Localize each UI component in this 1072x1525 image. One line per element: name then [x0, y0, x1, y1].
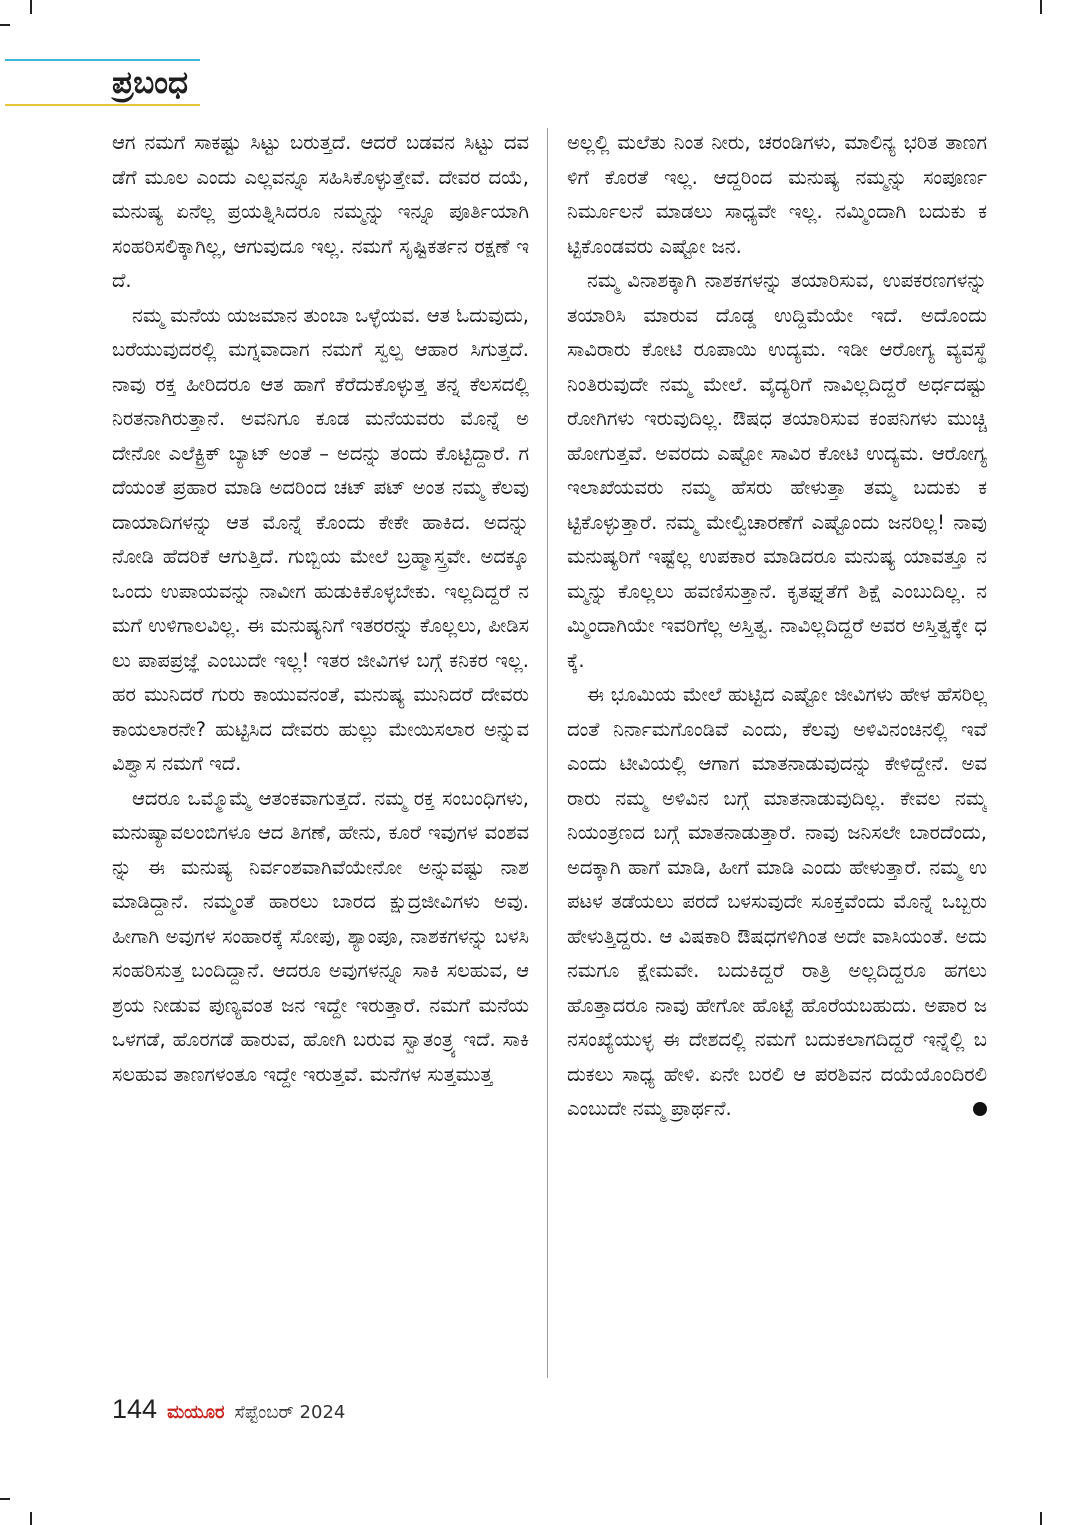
- crop-mark-top-right: [1040, 0, 1042, 14]
- crop-mark-bottom-right: [1040, 1512, 1042, 1525]
- section-label: ಪ್ರಬಂಧ: [112, 65, 188, 101]
- right-paragraph-3: [567, 678, 987, 1127]
- end-of-article-icon: [973, 1102, 987, 1116]
- right-paragraph-2: ನಮ್ಮ ವಿನಾಶಕ್ಕಾಗಿ ನಾಶಕಗಳನ್ನು ತಯಾರಿಸುವ, ಉಪಕರಣಗಳನ್ನು ತಯಾರಿಸಿ ಮಾರುವ ದೊಡ್ಡ ಉದ್ದಿಮೆಯೇ ಇದೆ. ಅದೊಂದು ಸಾವಿರಾರು ಕೋಟಿ ರೂಪಾಯಿ ಉದ್ಯಮ. ಇಡೀ ಆರೋಗ್ಯ ವ್ಯವಸ್ಥೆ ನಿಂತಿರುವುದೇ ನಮ್ಮ ಮೇಲೆ. ವೈದ್ಯರಿಗೆ ನಾವಿಲ್ಲದಿದ್ದರೆ ಅರ್ಧದಷ್ಟು ರೋಗಿಗಳು ಇರುವುದಿಲ್ಲ. ಔಷಧ ತಯಾರಿಸುವ ಕಂಪನಿಗಳು ಮುಚ್ಚಿ ಹೋಗುತ್ತವೆ. ಅವರದು ಎಷ್ಟೋ ಸಾವಿರ ಕೋಟಿ ಉದ್ಯಮ. ಆರೋಗ್ಯ ಇಲಾಖೆಯವರು ನಮ್ಮ ಹೆಸರು ಹೇಳುತ್ತಾ ತಮ್ಮ ಬದುಕು ಕಟ್ಟಿಕೊಳ್ಳುತ್ತಾರೆ. ನಮ್ಮ ಮೇಲ್ವಿಚಾರಣೆಗೆ ಎಷ್ಟೊಂದು ಜನರಿಲ್ಲ! ನಾವು ಮನುಷ್ಯರಿಗೆ ಇಷ್ಟೆಲ್ಲ ಉಪಕಾರ ಮಾಡಿದರೂ ಮನುಷ್ಯ ಯಾವತ್ತೂ ನಮ್ಮನ್ನು ಕೊಲ್ಲಲು ಹವಣಿಸುತ್ತಾನೆ. ಕೃತಘ್ನತೆಗೆ ಶಿಕ್ಷೆ ಎಂಬುದಿಲ್ಲ. ನಮ್ಮಿಂದಾಗಿಯೇ ಇವರಿಗೆಲ್ಲ ಅಸ್ತಿತ್ವ. ನಾವಿಲ್ಲದಿದ್ದರೆ ಅವರ ಅಸ್ತಿತ್ವಕ್ಕೇ ಧಕ್ಕೆ.: [567, 269, 987, 672]
- page-number: 144: [112, 1394, 158, 1424]
- column-divider: [547, 128, 548, 1378]
- left-paragraph-2: ನಮ್ಮ ಮನೆಯ ಯಜಮಾನ ತುಂಬಾ ಒಳ್ಳೆಯವ. ಆತ ಓದುವುದು, ಬರೆಯುವುದರಲ್ಲಿ ಮಗ್ನವಾದಾಗ ನಮಗೆ ಸ್ವಲ್ಪ ಆಹಾರ ಸಿಗುತ್ತದೆ. ನಾವು ರಕ್ತ ಹೀರಿದರೂ ಆತ ಹಾಗೆ ಕೆರೆದುಕೊಳ್ಳುತ್ತ ತನ್ನ ಕೆಲಸದಲ್ಲಿ ನಿರತನಾಗಿರುತ್ತಾನೆ. ಅವನಿಗೂ ಕೂಡ ಮನೆಯವರು ಮೊನ್ನೆ ಅದೇನೋ ಎಲೆಕ್ಟ್ರಿಕ್ ಬ್ಯಾಟ್ ಅಂತೆ – ಅದನ್ನು ತಂದು ಕೊಟ್ಟಿದ್ದಾರೆ. ಗದೆಯಂತೆ ಪ್ರಹಾರ ಮಾಡಿ ಅದರಿಂದ ಚಟ್ ಪಟ್ ಅಂತ ನಮ್ಮ ಕೆಲವು ದಾಯಾದಿಗಳನ್ನು ಆತ ಮೊನ್ನೆ ಕೊಂದು ಕೇಕೇ ಹಾಕಿದ. ಅದನ್ನು ನೋಡಿ ಹೆದರಿಕೆ ಆಗುತ್ತಿದೆ. ಗುಬ್ಬಿಯ ಮೇಲೆ ಬ್ರಹ್ಮಾಸ್ತ್ರವೇ. ಅದಕ್ಕೂ ಒಂದು ಉಪಾಯವನ್ನು ನಾವೀಗ ಹುಡುಕಿಕೊಳ್ಳಬೇಕು. ಇಲ್ಲದಿದ್ದರೆ ನಮಗೆ ಉಳಿಗಾಲವಿಲ್ಲ. ಈ ಮನುಷ್ಯನಿಗೆ ಇತರರನ್ನು ಕೊಲ್ಲಲು, ಪೀಡಿಸಲು ಪಾಪಪ್ರಜ್ಞೆ ಎಂಬುದೇ ಇಲ್ಲ! ಇತರ ಜೀವಿಗಳ ಬಗ್ಗೆ ಕನಿಕರ ಇಲ್ಲ. ಹರ ಮುನಿದರೆ ಗುರು ಕಾಯುವನಂತೆ, ಮನುಷ್ಯ ಮುನಿದರೆ ದೇವರು ಕಾಯಲಾರನೇ? ಹುಟ್ಟಿಸಿದ ದೇವರು ಹುಲ್ಲು ಮೇಯಿಸಲಾರ ಅನ್ನುವ ವಿಶ್ವಾಸ ನಮಗೆ ಇದೆ.: [112, 303, 529, 775]
- section-rule-bottom: [5, 104, 200, 106]
- crop-mark-top-left: [30, 0, 32, 14]
- issue-date: ಸೆಪ್ಟೆಂಬರ್ 2024: [234, 1402, 346, 1423]
- left-paragraph-3: ಆದರೂ ಒಮ್ಮೊಮ್ಮೆ ಆತಂಕವಾಗುತ್ತದೆ. ನಮ್ಮ ರಕ್ತ ಸಂಬಂಧಿಗಳು, ಮನುಷ್ಯಾವಲಂಬಿಗಳೂ ಆದ ತಿಗಣೆ, ಹೇನು, ಕೂರೆ ಇವುಗಳ ವಂಶವನ್ನು ಈ ಮನುಷ್ಯ ನಿರ್ವಂಶವಾಗಿವೆಯೇನೋ ಅನ್ನುವಷ್ಟು ನಾಶ ಮಾಡಿದ್ದಾನೆ. ನಮ್ಮಂತೆ ಹಾರಲು ಬಾರದ ಕ್ಷುದ್ರಜೀವಿಗಳು ಅವು. ಹೀಗಾಗಿ ಅವುಗಳ ಸಂಹಾರಕ್ಕೆ ಸೋಪು, ಶ್ಯಾಂಪೂ, ನಾಶಕಗಳನ್ನು ಬಳಸಿ ಸಂಹರಿಸುತ್ತ ಬಂದಿದ್ದಾನೆ. ಆದರೂ ಅವುಗಳನ್ನೂ ಸಾಕಿ ಸಲಹುವ, ಆಶ್ರಯ ನೀಡುವ ಪುಣ್ಯವಂತ ಜನ ಇದ್ದೇ ಇರುತ್ತಾರೆ. ನಮಗೆ ಮನೆಯ ಒಳಗಡೆ, ಹೊರಗಡೆ ಹಾರುವ, ಹೋಗಿ ಬರುವ ಸ್ವಾತಂತ್ರ್ಯ ಇದೆ. ಸಾಕಿ ಸಲಹುವ ತಾಣಗಳಂತೂ ಇದ್ದೇ ಇರುತ್ತವೆ. ಮನೆಗಳ ಸುತ್ತಮುತ್ತ: [112, 786, 529, 1086]
- left-paragraph-1: ಆಗ ನಮಗೆ ಸಾಕಷ್ಟು ಸಿಟ್ಟು ಬರುತ್ತದೆ. ಆದರೆ ಬಡವನ ಸಿಟ್ಟು ದವಡೆಗೆ ಮೂಲ ಎಂದು ಎಲ್ಲವನ್ನೂ ಸಹಿಸಿಕೊಳ್ಳುತ್ತೇವೆ. ದೇವರ ದಯೆ, ಮನುಷ್ಯ ಏನೆಲ್ಲ ಪ್ರಯತ್ನಿಸಿದರೂ ನಮ್ಮನ್ನು ಇನ್ನೂ ಪೂರ್ತಿಯಾಗಿ ಸಂಹರಿಸಲಿಕ್ಕಾಗಿಲ್ಲ, ಆಗುವುದೂ ಇಲ್ಲ. ನಮಗೆ ಸೃಷ್ಟಿಕರ್ತನ ರಕ್ಷಣೆ ಇದೆ.: [112, 131, 529, 292]
- crop-mark-bottom-left: [30, 1512, 32, 1525]
- right-column: [567, 126, 987, 1381]
- magazine-name: ಮಯೂರ: [167, 1402, 225, 1423]
- right-paragraph-3-text: ಈ ಭೂಮಿಯ ಮೇಲೆ ಹುಟ್ಟಿದ ಎಷ್ಟೋ ಜೀವಿಗಳು ಹೇಳ ಹೆಸರಿಲ್ಲದಂತೆ ನಿರ್ನಾಮಗೊಂಡಿವೆ ಎಂದು, ಕೆಲವು ಅಳಿವಿನಂಚಿನಲ್ಲಿ ಇವೆ ಎಂದು ಟೀವಿಯಲ್ಲಿ ಆಗಾಗ ಮಾತನಾಡುವುದನ್ನು ಕೇಳಿದ್ದೇನೆ. ಅವರಾರು ನಮ್ಮ ಅಳಿವಿನ ಬಗ್ಗೆ ಮಾತನಾಡುವುದಿಲ್ಲ. ಕೇವಲ ನಮ್ಮ ನಿಯಂತ್ರಣದ ಬಗ್ಗೆ ಮಾತನಾಡುತ್ತಾರೆ. ನಾವು ಜನಿಸಲೇ ಬಾರದೆಂದು, ಅದಕ್ಕಾಗಿ ಹಾಗೆ ಮಾಡಿ, ಹೀಗೆ ಮಾಡಿ ಎಂದು ಹೇಳುತ್ತಾರೆ. ನಮ್ಮ ಉಪಟಳ ತಡೆಯಲು ಪರದೆ ಬಳಸುವುದೇ ಸೂಕ್ತವೆಂದು ಮೊನ್ನೆ ಒಬ್ಬರು ಹೇಳುತ್ತಿದ್ದರು. ಆ ವಿಷಕಾರಿ ಔಷಧಗಳಿಗಿಂತ ಅದೇ ವಾಸಿಯಂತೆ. ಅದು ನಮಗೂ ಕ್ಷೇಮವೇ. ಬದುಕಿದ್ದರೆ ರಾತ್ರಿ ಅಲ್ಲದಿದ್ದರೂ ಹಗಲು ಹೊತ್ತಾದರೂ ನಾವು ಹೇಗೋ ಹೊಟ್ಟೆ ಹೊರೆಯಬಹುದು. ಅಪಾರ ಜನಸಂಖ್ಯೆಯುಳ್ಳ ಈ ದೇಶದಲ್ಲಿ ನಮಗೆ ಬದುಕಲಾಗದಿದ್ದರೆ ಇನ್ನೆಲ್ಲಿ ಬದುಕಲು ಸಾಧ್ಯ ಹೇಳಿ. ಏನೇ ಬರಲಿ ಆ ಪರಶಿವನ ದಯೆಯೊಂದಿರಲಿ ಎಂಬುದೇ ನಮ್ಮ ಪ್ರಾರ್ಥನೆ.: [567, 683, 987, 1120]
- page-footer: [112, 1394, 345, 1428]
- crop-mark-left-top: [0, 24, 10, 26]
- crop-mark-left-bottom: [0, 1498, 10, 1500]
- right-paragraph-1: ಅಲ್ಲಲ್ಲಿ ಮಲೆತು ನಿಂತ ನೀರು, ಚರಂಡಿಗಳು, ಮಾಲಿನ್ಯ ಭರಿತ ತಾಣಗಳಿಗೆ ಕೊರತೆ ಇಲ್ಲ. ಆದ್ದರಿಂದ ಮನುಷ್ಯ ನಮ್ಮನ್ನು ಸಂಪೂರ್ಣ ನಿರ್ಮೂಲನೆ ಮಾಡಲು ಸಾಧ್ಯವೇ ಇಲ್ಲ. ನಮ್ಮಿಂದಾಗಿ ಬದುಕು ಕಟ್ಟಿಕೊಂಡವರು ಎಷ್ಟೋ ಜನ.: [567, 131, 987, 258]
- section-rule-top: [5, 59, 200, 61]
- left-column: [112, 126, 529, 1381]
